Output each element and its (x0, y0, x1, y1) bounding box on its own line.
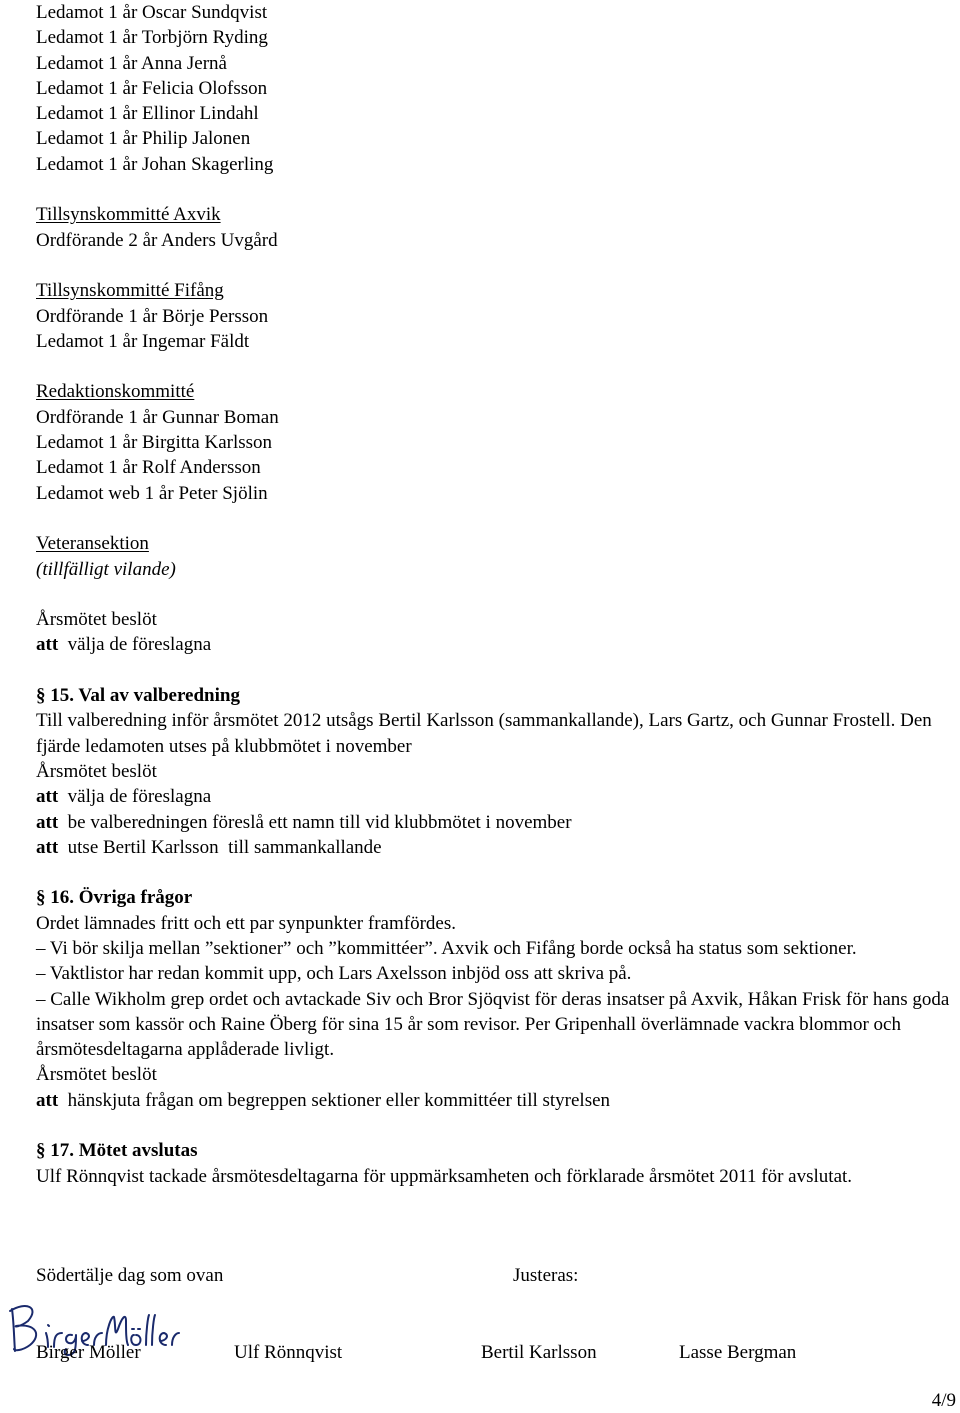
decision-line (36, 835, 956, 860)
member-line: Ordförande 2 år Anders Uvgård (36, 229, 278, 251)
decision-line (36, 784, 956, 809)
member-line: Ledamot 1 år Ellinor Lindahl (36, 103, 259, 125)
discussion-item: – Vaktlistor har redan kommit upp, och Lars Axelsson inbjöd oss att skriva på. (36, 963, 632, 985)
member-line: Ledamot 1 år Philip Jalonen (36, 128, 251, 150)
committee-heading: Redaktionskommitté (36, 381, 195, 403)
veteran-note: (tillfälligt vilande) (36, 558, 176, 580)
member-line: Ordförande 1 år Gunnar Boman (36, 406, 279, 428)
decision-text: välja de föreslagna (67, 634, 212, 656)
document-body (36, 0, 956, 1189)
committee-heading: Veteransektion (36, 533, 149, 555)
section-number: 15. (50, 685, 74, 707)
section-17 (36, 1138, 956, 1189)
discussion-item: – Calle Wikholm grep ordet och avtackade Siv och Bror Sjöqvist för deras insatser på Axvik, Håkan Frisk för hans goda insatser som kassör och Raine Öberg för sina 15 år som revisor. Per Gripenhall överlämnade vackra blommor och årsmötesdeltagarna applåderade livligt. (36, 988, 950, 1061)
member-line: Ledamot 1 år Felicia Olofsson (36, 77, 268, 99)
section-paragraph: Till valberedning inför årsmötet 2012 utsågs Bertil Karlsson (sammankallande), Lars Gartz, och Gunnar Frostell. Den fjärde ledamoten utses på klubbmötet i november (36, 710, 932, 757)
section-title: Mötet avslutas (78, 1140, 198, 1162)
decision-line (36, 810, 956, 835)
decision-block (36, 607, 956, 658)
signatory-name: Ulf Rönnqvist (234, 1342, 343, 1363)
section-heading (36, 885, 956, 910)
att-keyword: att (36, 634, 59, 656)
signatory-name: Bertil Karlsson (481, 1342, 597, 1363)
section-title: Övriga frågor (78, 887, 193, 909)
members-list (36, 0, 956, 177)
decision-line (36, 632, 956, 657)
section-paragraph: Ulf Rönnqvist tackade årsmötesdeltagarna för uppmärksamheten och förklarade årsmötet 2011 för avslutat. (36, 1165, 853, 1187)
section-15 (36, 683, 956, 860)
att-keyword: att (36, 811, 59, 833)
decision-text: hänskjuta frågan om begreppen sektioner eller kommittéer till styrelsen (67, 1089, 611, 1111)
veteran-section (36, 531, 956, 582)
att-keyword: att (36, 836, 59, 858)
section-number: 16. (50, 887, 74, 909)
committee-heading: Tillsynskommitté Fifång (36, 280, 224, 302)
section-sign: § (36, 685, 46, 707)
meeting-decided: Årsmötet beslöt (36, 760, 157, 782)
meeting-decided: Årsmötet beslöt (36, 609, 157, 631)
decision-line (36, 1088, 956, 1113)
place-date: Södertälje dag som ovan (36, 1265, 224, 1286)
member-line: Ledamot 1 år Ingemar Fäldt (36, 330, 250, 352)
member-line: Ledamot 1 år Oscar Sundqvist (36, 2, 268, 23)
member-line: Ledamot 1 år Rolf Andersson (36, 457, 261, 479)
justeras-label: Justeras: (513, 1265, 579, 1286)
member-line: Ledamot 1 år Birgitta Karlsson (36, 432, 273, 454)
signature-area (36, 1263, 936, 1373)
att-keyword: att (36, 1089, 59, 1111)
member-line: Ledamot web 1 år Peter Sjölin (36, 482, 268, 504)
section-intro: Ordet lämnades fritt och ett par synpunkter framfördes. (36, 912, 456, 934)
editorial-committee (36, 379, 956, 505)
decision-text: be valberedningen föreslå ett namn till vid klubbmötet i november (67, 811, 572, 833)
section-number: 17. (50, 1140, 74, 1162)
decision-text: välja de föreslagna (67, 786, 212, 808)
committee-heading: Tillsynskommitté Axvik (36, 204, 221, 226)
member-line: Ordförande 1 år Börje Persson (36, 305, 269, 327)
meeting-decided: Årsmötet beslöt (36, 1064, 157, 1086)
axvik-committee (36, 202, 956, 253)
decision-text: utse Bertil Karlsson till sammankallande (67, 836, 382, 858)
member-line: Ledamot 1 år Anna Jernå (36, 52, 227, 74)
fifang-committee (36, 278, 956, 354)
section-16 (36, 885, 956, 1113)
page-number: 4/9 (931, 1390, 956, 1411)
discussion-item: – Vi bör skilja mellan ”sektioner” och ”kommittéer”. Axvik och Fifång borde också ha status som sektioner. (36, 937, 857, 959)
section-heading (36, 683, 956, 708)
signatory-name: Birger Möller (36, 1342, 141, 1363)
section-title: Val av valberedning (78, 685, 240, 707)
att-keyword: att (36, 786, 59, 808)
section-sign: § (36, 887, 46, 909)
member-line: Ledamot 1 år Torbjörn Ryding (36, 27, 268, 49)
member-line: Ledamot 1 år Johan Skagerling (36, 153, 274, 175)
signatory-name: Lasse Bergman (679, 1342, 797, 1363)
section-heading (36, 1138, 956, 1163)
section-sign: § (36, 1140, 46, 1162)
